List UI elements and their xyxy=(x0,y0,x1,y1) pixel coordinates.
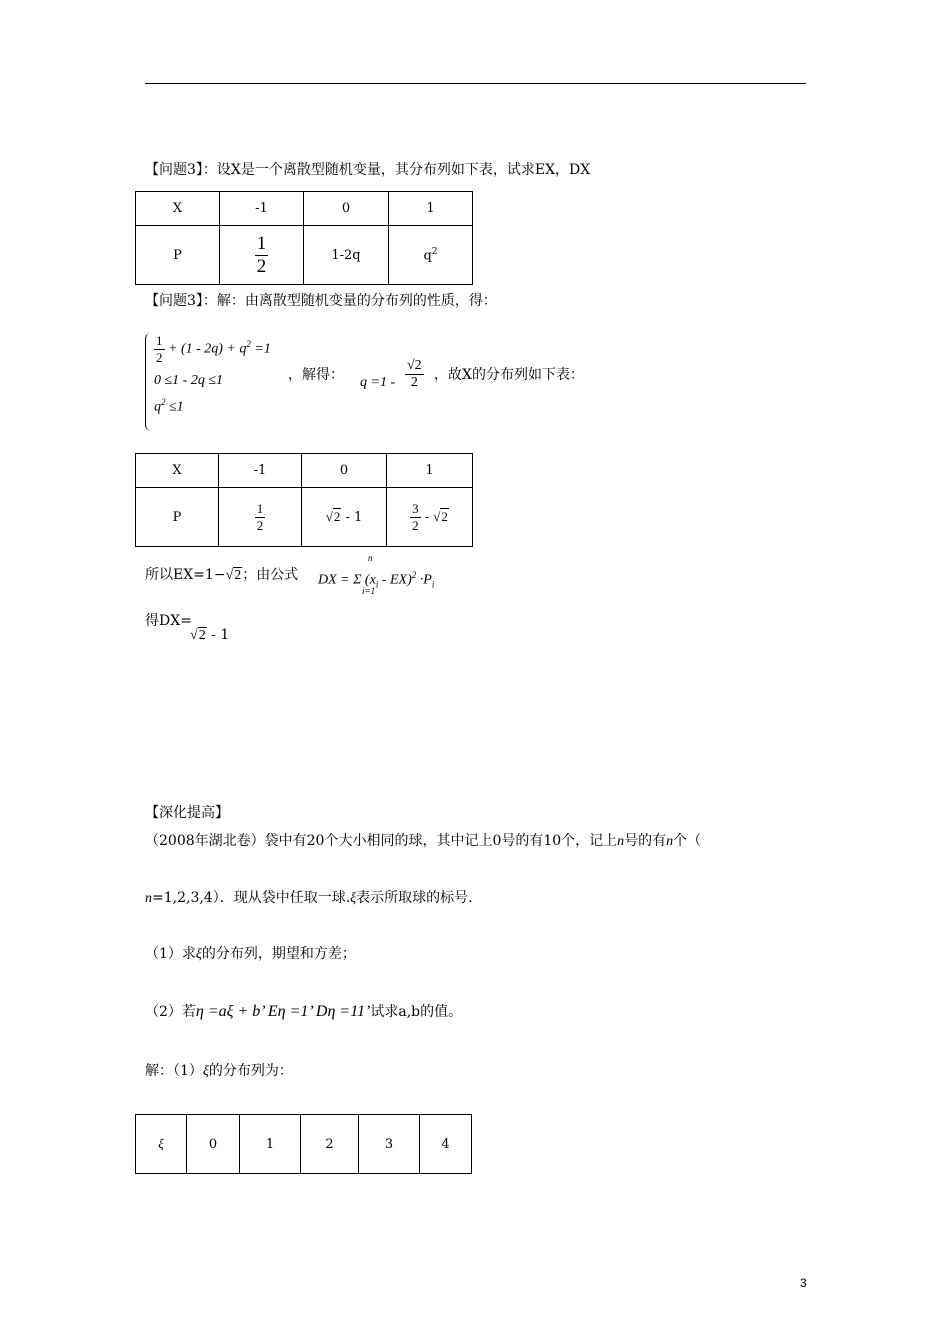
table1-p-cell-2: 1-2q xyxy=(304,226,389,285)
table3-cell: ξ xyxy=(136,1115,187,1174)
table3-cell: 4 xyxy=(420,1115,472,1174)
table3-cell: 0 xyxy=(187,1115,240,1174)
table2-x-val: -1 xyxy=(219,454,302,488)
distribution-table-2 xyxy=(135,453,473,547)
table2-x-label: X xyxy=(136,454,219,488)
table1-x-val: 1 xyxy=(389,192,473,226)
page-number: 3 xyxy=(800,1276,807,1290)
solution-heading: 【问题3】：解：由离散型随机变量的分布列的性质，得： xyxy=(145,293,497,309)
distribution-table-1 xyxy=(135,191,473,285)
table3-cell: 3 xyxy=(359,1115,420,1174)
dx-result-label: 得DX= xyxy=(145,613,192,629)
system-line-2: 0 ≤1 - 2q ≤1 xyxy=(154,373,224,388)
table1-p-cell-3: $q^2$ xyxy=(389,226,473,285)
ex-line: 所以EX=1−√2；由公式 xyxy=(145,567,299,583)
fraction-denominator: 2 xyxy=(256,255,267,277)
table1-x-val: 0 xyxy=(304,192,389,226)
table2-p-cell-1: $\frac{1}{2}$ xyxy=(219,488,302,547)
solution-1: 解：（1）ξ的分布列为： xyxy=(145,1063,293,1079)
xi-distribution-table xyxy=(135,1114,472,1174)
table3-cell: 1 xyxy=(240,1115,301,1174)
dx-formula: DX = Σ $(x_i - EX)^2 \cdot P_i$ xyxy=(318,570,435,590)
equation-system-brace xyxy=(145,333,154,431)
table1-x-label: X xyxy=(136,192,220,226)
system-line-1: $\frac{1}{2}$ + $(1 - 2q) + q^2 =1$ xyxy=(156,333,271,365)
table3-cell: 2 xyxy=(301,1115,359,1174)
q-fraction: $\frac{√2}{2}$ xyxy=(407,358,422,390)
table2-p-cell-3: $\frac{3}{2}$ - √2 xyxy=(387,488,473,547)
deepen-problem-line-2: n=1,2,3,4）．现从袋中任取一球.ξ表示所取球的标号. xyxy=(145,890,473,906)
deepen-heading: 【深化提高】 xyxy=(145,805,229,821)
fraction-numerator: 1 xyxy=(256,232,267,254)
table1-p-label: P xyxy=(136,226,220,285)
table2-p-label: P xyxy=(136,488,219,547)
header-rule xyxy=(145,83,806,84)
solve-label: ，解得： xyxy=(288,367,344,383)
q-equation: q =1 - xyxy=(360,375,396,390)
dx-result-value: √2 - 1 xyxy=(190,627,230,643)
table1-x-val: -1 xyxy=(220,192,304,226)
table1-p-cell-1 xyxy=(220,226,304,285)
table2-x-val: 1 xyxy=(387,454,473,488)
problem-3-title: 【问题3】：设X是一个离散型随机变量，其分布列如下表，试求EX，DX xyxy=(145,162,591,178)
sum-upper-limit: n xyxy=(368,553,373,563)
question-1: （1）求ξ的分布列，期望和方差； xyxy=(145,946,356,962)
after-q-text: ，故X的分布列如下表： xyxy=(434,367,584,383)
deepen-problem-line-1: （2008年湖北卷）袋中有20个大小相同的球，其中记上0号的有10个，记上n号的有n个（ xyxy=(145,833,702,849)
table2-p-cell-2: √2 - 1 xyxy=(302,488,387,547)
question-2: （2）若η =aξ + b’ Eη =1’ Dη =11’试求a,b的值。 xyxy=(145,1003,463,1020)
system-line-3: $q^2 \le 1$ xyxy=(154,397,184,415)
table2-x-val: 0 xyxy=(302,454,387,488)
sum-lower-limit: i=1 xyxy=(362,586,376,596)
